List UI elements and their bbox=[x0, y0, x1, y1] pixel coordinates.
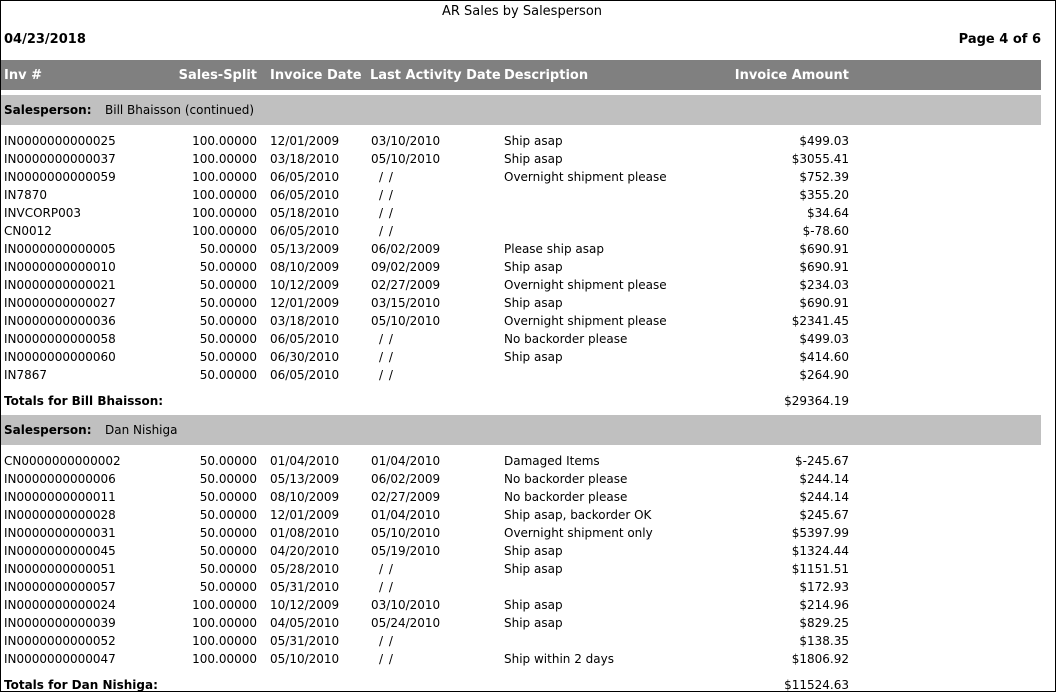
cell-invoice-date: 05/31/2010 bbox=[270, 580, 340, 594]
cell-invoice-amount: $34.64 bbox=[807, 206, 849, 220]
cell-invoice-amount: $172.93 bbox=[799, 580, 849, 594]
totals-amount: $29364.19 bbox=[784, 394, 849, 408]
salesperson-band bbox=[1, 415, 1041, 445]
cell-invoice-date: 05/18/2010 bbox=[270, 206, 340, 220]
cell-description: Ship asap bbox=[504, 134, 563, 148]
cell-invoice-number: IN0000000000031 bbox=[4, 526, 116, 540]
cell-last-activity-date: 05/19/2010 bbox=[371, 544, 441, 558]
cell-invoice-amount: $690.91 bbox=[799, 296, 849, 310]
cell-invoice-amount: $1324.44 bbox=[791, 544, 849, 558]
cell-invoice-amount: $1806.92 bbox=[791, 652, 849, 666]
cell-invoice-amount: $690.91 bbox=[799, 242, 849, 256]
cell-invoice-date: 06/05/2010 bbox=[270, 224, 340, 238]
totals-label: Totals for Bill Bhaisson: bbox=[4, 394, 164, 408]
cell-invoice-date: 04/20/2010 bbox=[270, 544, 340, 558]
cell-sales-split: 100.00000 bbox=[192, 152, 257, 166]
cell-invoice-amount: $3055.41 bbox=[791, 152, 849, 166]
cell-sales-split: 50.00000 bbox=[199, 260, 257, 274]
cell-last-activity-date: 06/02/2009 bbox=[371, 472, 441, 486]
cell-description: No backorder please bbox=[504, 472, 628, 486]
cell-invoice-date: 01/08/2010 bbox=[270, 526, 340, 540]
cell-invoice-date: 03/18/2010 bbox=[270, 314, 340, 328]
cell-invoice-amount: $690.91 bbox=[799, 260, 849, 274]
cell-invoice-amount: $414.60 bbox=[799, 350, 849, 364]
cell-last-activity-date: 01/04/2010 bbox=[371, 454, 441, 468]
cell-last-activity-date: 02/27/2009 bbox=[371, 490, 441, 504]
cell-invoice-amount: $5397.99 bbox=[791, 526, 849, 540]
cell-sales-split: 50.00000 bbox=[199, 332, 257, 346]
table-row bbox=[1, 525, 1041, 543]
cell-invoice-number: IN0000000000025 bbox=[4, 134, 116, 148]
cell-invoice-date: 04/05/2010 bbox=[270, 616, 340, 630]
cell-description: Damaged Items bbox=[504, 454, 600, 468]
cell-invoice-number: IN0000000000036 bbox=[4, 314, 116, 328]
cell-invoice-number: IN0000000000045 bbox=[4, 544, 116, 558]
cell-invoice-number: IN0000000000059 bbox=[4, 170, 116, 184]
cell-invoice-date: 12/01/2009 bbox=[270, 296, 340, 310]
salesperson-totals bbox=[1, 393, 1041, 411]
cell-sales-split: 100.00000 bbox=[192, 634, 257, 648]
cell-invoice-date: 06/30/2010 bbox=[270, 350, 340, 364]
cell-invoice-number: IN0000000000058 bbox=[4, 332, 116, 346]
cell-invoice-number: IN0000000000047 bbox=[4, 652, 116, 666]
salesperson-band bbox=[1, 95, 1041, 125]
cell-invoice-date: 05/13/2009 bbox=[270, 242, 340, 256]
table-row bbox=[1, 543, 1041, 561]
cell-description: No backorder please bbox=[504, 332, 628, 346]
cell-description: Ship asap bbox=[504, 152, 563, 166]
cell-last-activity-date: 03/15/2010 bbox=[371, 296, 441, 310]
col-split-header: Sales-Split bbox=[178, 68, 257, 83]
cell-sales-split: 100.00000 bbox=[192, 206, 257, 220]
col-amount-header: Invoice Amount bbox=[734, 68, 849, 83]
cell-invoice-date: 12/01/2009 bbox=[270, 508, 340, 522]
cell-invoice-number: IN0000000000027 bbox=[4, 296, 116, 310]
table-row bbox=[1, 223, 1041, 241]
cell-last-activity-date: 02/27/2009 bbox=[371, 278, 441, 292]
table-row bbox=[1, 453, 1041, 471]
col-description-header: Description bbox=[504, 68, 589, 83]
cell-sales-split: 100.00000 bbox=[192, 170, 257, 184]
cell-description: Ship asap bbox=[504, 296, 563, 310]
table-row bbox=[1, 187, 1041, 205]
cell-invoice-date: 01/04/2010 bbox=[270, 454, 340, 468]
cell-invoice-number: IN0000000000011 bbox=[4, 490, 116, 504]
report-title: AR Sales by Salesperson bbox=[441, 4, 603, 19]
cell-invoice-number: CN0012 bbox=[4, 224, 52, 238]
cell-invoice-number: IN0000000000039 bbox=[4, 616, 116, 630]
table-row bbox=[1, 133, 1041, 151]
cell-last-activity-date: / / bbox=[379, 580, 394, 594]
cell-invoice-number: IN0000000000052 bbox=[4, 634, 116, 648]
cell-invoice-amount: $1151.51 bbox=[791, 562, 849, 576]
cell-sales-split: 100.00000 bbox=[192, 224, 257, 238]
cell-last-activity-date: 05/10/2010 bbox=[371, 526, 441, 540]
table-row bbox=[1, 331, 1041, 349]
cell-invoice-amount: $234.03 bbox=[799, 278, 849, 292]
cell-sales-split: 50.00000 bbox=[199, 368, 257, 382]
cell-invoice-date: 06/05/2010 bbox=[270, 332, 340, 346]
cell-sales-split: 100.00000 bbox=[192, 188, 257, 202]
table-row bbox=[1, 651, 1041, 669]
cell-last-activity-date: 01/04/2010 bbox=[371, 508, 441, 522]
cell-last-activity-date: 05/10/2010 bbox=[371, 314, 441, 328]
cell-last-activity-date: 05/10/2010 bbox=[371, 152, 441, 166]
cell-description: Ship asap bbox=[504, 598, 563, 612]
table-row bbox=[1, 295, 1041, 313]
table-row bbox=[1, 349, 1041, 367]
cell-sales-split: 50.00000 bbox=[199, 350, 257, 364]
cell-description: Overnight shipment please bbox=[504, 278, 667, 292]
cell-sales-split: 100.00000 bbox=[192, 616, 257, 630]
page-number: Page 4 of 6 bbox=[958, 32, 1041, 47]
cell-invoice-amount: $355.20 bbox=[799, 188, 849, 202]
col-inv-header: Inv # bbox=[4, 68, 42, 83]
cell-invoice-number: IN0000000000057 bbox=[4, 580, 116, 594]
cell-invoice-date: 06/05/2010 bbox=[270, 188, 340, 202]
cell-last-activity-date: / / bbox=[379, 562, 394, 576]
table-row bbox=[1, 205, 1041, 223]
cell-invoice-date: 08/10/2009 bbox=[270, 490, 340, 504]
table-row bbox=[1, 597, 1041, 615]
cell-invoice-date: 05/28/2010 bbox=[270, 562, 340, 576]
table-row bbox=[1, 471, 1041, 489]
totals-amount: $11524.63 bbox=[784, 678, 849, 692]
table-row bbox=[1, 579, 1041, 597]
cell-sales-split: 50.00000 bbox=[199, 562, 257, 576]
cell-invoice-amount: $214.96 bbox=[799, 598, 849, 612]
cell-invoice-amount: $-78.60 bbox=[802, 224, 849, 238]
col-invoice-date-header: Invoice Date bbox=[270, 68, 362, 83]
cell-sales-split: 50.00000 bbox=[199, 296, 257, 310]
cell-invoice-date: 06/05/2010 bbox=[270, 170, 340, 184]
cell-invoice-date: 10/12/2009 bbox=[270, 278, 340, 292]
cell-invoice-amount: $499.03 bbox=[799, 332, 849, 346]
table-row bbox=[1, 507, 1041, 525]
cell-invoice-number: INVCORP003 bbox=[4, 206, 82, 220]
cell-sales-split: 50.00000 bbox=[199, 580, 257, 594]
salesperson-totals bbox=[1, 677, 1041, 692]
salesperson-name: Dan Nishiga bbox=[105, 423, 178, 437]
cell-invoice-amount: $264.90 bbox=[799, 368, 849, 382]
cell-description: Ship within 2 days bbox=[504, 652, 614, 666]
cell-description: Ship asap bbox=[504, 616, 563, 630]
totals-label: Totals for Dan Nishiga: bbox=[4, 678, 158, 692]
col-last-activity-header: Last Activity Date bbox=[370, 68, 501, 83]
cell-invoice-number: IN7870 bbox=[4, 188, 48, 202]
cell-description: Overnight shipment please bbox=[504, 314, 667, 328]
cell-last-activity-date: / / bbox=[379, 368, 394, 382]
cell-invoice-amount: $752.39 bbox=[799, 170, 849, 184]
cell-last-activity-date: / / bbox=[379, 188, 394, 202]
cell-invoice-number: IN0000000000006 bbox=[4, 472, 116, 486]
cell-invoice-number: IN0000000000037 bbox=[4, 152, 116, 166]
cell-invoice-number: IN0000000000060 bbox=[4, 350, 116, 364]
table-row bbox=[1, 367, 1041, 385]
cell-last-activity-date: / / bbox=[379, 652, 394, 666]
cell-description: Please ship asap bbox=[504, 242, 604, 256]
cell-last-activity-date: / / bbox=[379, 224, 394, 238]
cell-last-activity-date: / / bbox=[379, 206, 394, 220]
table-row bbox=[1, 169, 1041, 187]
cell-last-activity-date: 06/02/2009 bbox=[371, 242, 441, 256]
cell-invoice-number: IN0000000000024 bbox=[4, 598, 116, 612]
cell-last-activity-date: 03/10/2010 bbox=[371, 598, 441, 612]
cell-description: No backorder please bbox=[504, 490, 628, 504]
cell-invoice-amount: $829.25 bbox=[799, 616, 849, 630]
cell-invoice-amount: $499.03 bbox=[799, 134, 849, 148]
cell-sales-split: 50.00000 bbox=[199, 242, 257, 256]
salesperson-name: Bill Bhaisson (continued) bbox=[105, 103, 254, 117]
cell-sales-split: 50.00000 bbox=[199, 472, 257, 486]
report-date: 04/23/2018 bbox=[4, 32, 86, 47]
table-row bbox=[1, 241, 1041, 259]
cell-invoice-number: IN7867 bbox=[4, 368, 48, 382]
table-row bbox=[1, 489, 1041, 507]
cell-invoice-number: IN0000000000021 bbox=[4, 278, 116, 292]
cell-description: Overnight shipment only bbox=[504, 526, 653, 540]
cell-invoice-date: 05/31/2010 bbox=[270, 634, 340, 648]
cell-invoice-date: 10/12/2009 bbox=[270, 598, 340, 612]
cell-sales-split: 50.00000 bbox=[199, 490, 257, 504]
cell-invoice-number: IN0000000000028 bbox=[4, 508, 116, 522]
cell-description: Overnight shipment please bbox=[504, 170, 667, 184]
cell-description: Ship asap bbox=[504, 260, 563, 274]
cell-sales-split: 100.00000 bbox=[192, 134, 257, 148]
table-row bbox=[1, 259, 1041, 277]
salesperson-label: Salesperson: bbox=[4, 423, 92, 437]
cell-invoice-amount: $244.14 bbox=[799, 472, 849, 486]
cell-invoice-date: 08/10/2009 bbox=[270, 260, 340, 274]
cell-last-activity-date: / / bbox=[379, 634, 394, 648]
cell-invoice-date: 03/18/2010 bbox=[270, 152, 340, 166]
table-row bbox=[1, 313, 1041, 331]
column-header-bar bbox=[1, 60, 1041, 90]
cell-description: Ship asap, backorder OK bbox=[504, 508, 652, 522]
table-row bbox=[1, 561, 1041, 579]
cell-last-activity-date: 05/24/2010 bbox=[371, 616, 441, 630]
cell-invoice-date: 12/01/2009 bbox=[270, 134, 340, 148]
table-row bbox=[1, 615, 1041, 633]
cell-description: Ship asap bbox=[504, 562, 563, 576]
cell-invoice-number: IN0000000000051 bbox=[4, 562, 116, 576]
cell-sales-split: 50.00000 bbox=[199, 314, 257, 328]
cell-last-activity-date: / / bbox=[379, 332, 394, 346]
cell-sales-split: 50.00000 bbox=[199, 526, 257, 540]
table-row bbox=[1, 633, 1041, 651]
cell-last-activity-date: 09/02/2009 bbox=[371, 260, 441, 274]
cell-invoice-amount: $138.35 bbox=[799, 634, 849, 648]
cell-invoice-date: 05/10/2010 bbox=[270, 652, 340, 666]
cell-sales-split: 100.00000 bbox=[192, 598, 257, 612]
cell-invoice-number: IN0000000000010 bbox=[4, 260, 116, 274]
cell-invoice-number: IN0000000000005 bbox=[4, 242, 116, 256]
cell-invoice-date: 05/13/2009 bbox=[270, 472, 340, 486]
cell-sales-split: 50.00000 bbox=[199, 508, 257, 522]
cell-sales-split: 50.00000 bbox=[199, 544, 257, 558]
cell-last-activity-date: / / bbox=[379, 170, 394, 184]
table-row bbox=[1, 151, 1041, 169]
cell-invoice-date: 06/05/2010 bbox=[270, 368, 340, 382]
cell-sales-split: 50.00000 bbox=[199, 278, 257, 292]
cell-invoice-amount: $244.14 bbox=[799, 490, 849, 504]
cell-invoice-amount: $-245.67 bbox=[795, 454, 849, 468]
cell-description: Ship asap bbox=[504, 350, 563, 364]
cell-invoice-amount: $2341.45 bbox=[791, 314, 849, 328]
cell-last-activity-date: / / bbox=[379, 350, 394, 364]
cell-sales-split: 50.00000 bbox=[199, 454, 257, 468]
cell-last-activity-date: 03/10/2010 bbox=[371, 134, 441, 148]
cell-description: Ship asap bbox=[504, 544, 563, 558]
cell-invoice-number: CN0000000000002 bbox=[4, 454, 121, 468]
cell-sales-split: 100.00000 bbox=[192, 652, 257, 666]
table-row bbox=[1, 277, 1041, 295]
cell-invoice-amount: $245.67 bbox=[799, 508, 849, 522]
salesperson-label: Salesperson: bbox=[4, 103, 92, 117]
